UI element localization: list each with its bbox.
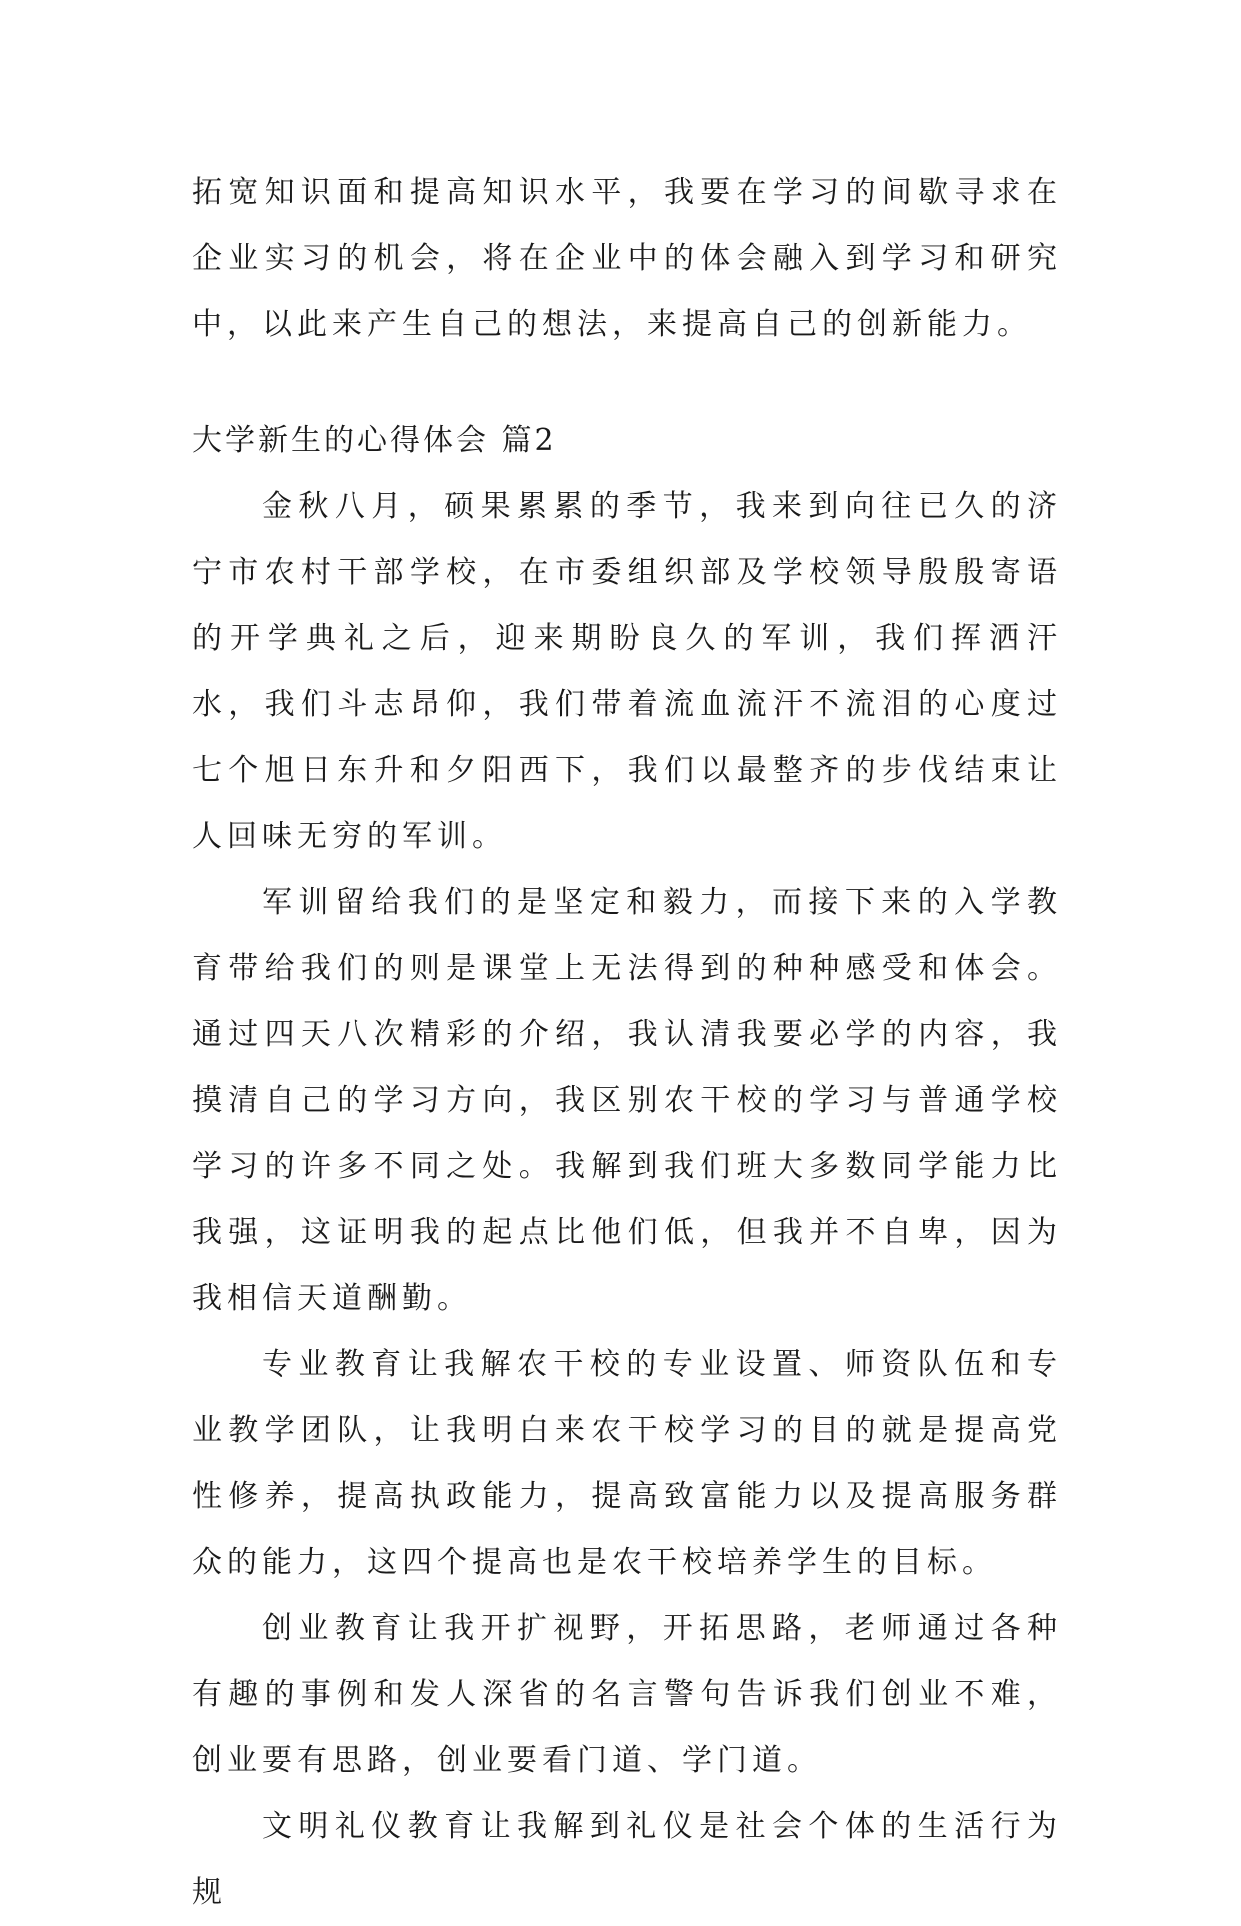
paragraph-orientation: 军训留给我们的是坚定和毅力，而接下来的入学教育带给我们的则是课堂上无法得到的种种感受和体会。通过四天八次精彩的介绍，我认清我要必学的内容，我摸清自己的学习方向，我区别农干校的学习与普通学校学习的许多不同之处。我解到我们班大多数同学能力比我强，这证明我的起点比他们低，但我并不自卑，因为我相信天道酬勤。 [192, 885, 1062, 1316]
section-heading: 大学新生的心得体会 篇2 [192, 423, 557, 458]
intro-paragraph: 拓宽知识面和提高知识水平，我要在学习的间歇寻求在企业实习的机会，将在企业中的体会融入到学习和研究中，以此来产生自己的想法，来提高自己的创新能力。 [192, 175, 1062, 342]
document-page [192, 160, 1062, 1926]
paragraph-entrepreneurship-education: 创业教育让我开扩视野，开拓思路，老师通过各种有趣的事例和发人深省的名言警句告诉我们创业不难，创业要有思路，创业要看门道、学门道。 [192, 1611, 1062, 1778]
paragraph-professional-education: 专业教育让我解农干校的专业设置、师资队伍和专业教学团队，让我明白来农干校学习的目的就是提高党性修养，提高执政能力，提高致富能力以及提高服务群众的能力，这四个提高也是农干校培养学生的目标。 [192, 1347, 1062, 1580]
paragraph-military-training: 金秋八月，硕果累累的季节，我来到向往已久的济宁市农村干部学校，在市委组织部及学校领导殷殷寄语的开学典礼之后，迎来期盼良久的军训，我们挥洒汗水，我们斗志昂仰，我们带着流血流汗不流泪的心度过七个旭日东升和夕阳西下，我们以最整齐的步伐结束让人回味无穷的军训。 [192, 489, 1062, 854]
paragraph-etiquette-education: 文明礼仪教育让我解到礼仪是社会个体的生活行为规 [192, 1809, 1062, 1910]
